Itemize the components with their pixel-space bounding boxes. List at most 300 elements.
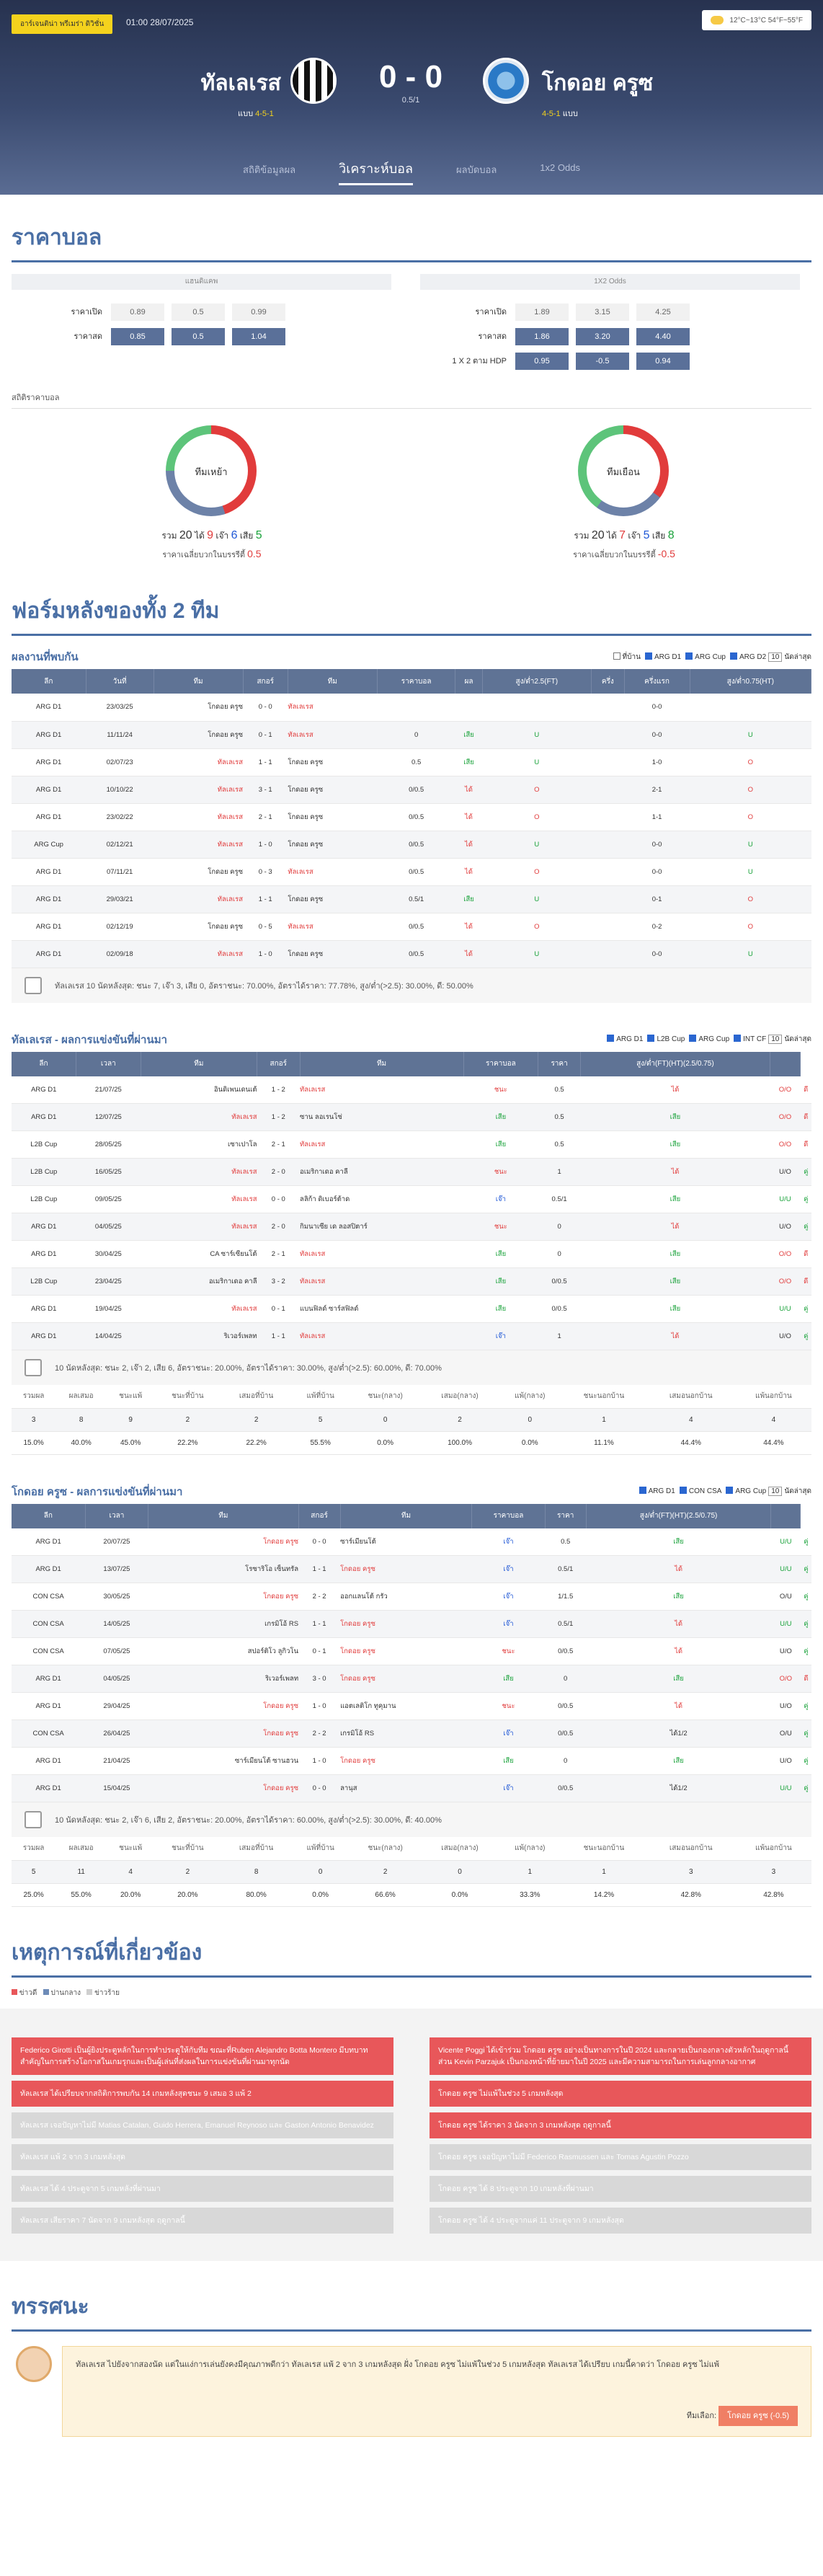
table-cell: โกดอย ครูซ [288, 748, 377, 776]
table-cell: โกดอย ครูซ [288, 940, 377, 968]
table-row[interactable] [12, 940, 811, 968]
table-row[interactable] [12, 1665, 811, 1693]
table-cell [592, 913, 625, 940]
filter-checkbox[interactable] [613, 652, 620, 660]
table-cell: L2B Cup [12, 1159, 76, 1186]
column-header: ทีม [154, 669, 243, 694]
table-cell: 1 [538, 1159, 581, 1186]
table-cell: เจ๊า [472, 1583, 545, 1611]
column-header: ราคา [545, 1504, 586, 1528]
away-recent-summary: 10 นัดหลังสุด: ชนะ 2, เจ๊า 6, เสีย 2, อัตราชนะ: 20.00%, อัตราได้ราคา: 60.00%, สูง/ต่ำ(>2.5): 30.00%, ดี: 40.00% [12, 1802, 811, 1837]
table-cell: ARG D1 [12, 1693, 85, 1720]
table-cell: เจ๊า [463, 1323, 538, 1350]
away-recent-table [12, 1504, 811, 1803]
table-cell: U/O [770, 1213, 800, 1241]
table-cell: คู่ [801, 1186, 811, 1213]
table-row[interactable] [12, 1296, 811, 1323]
home-team-name[interactable]: ทัลเลเรส [200, 71, 281, 95]
opinion-pick: ทีมเลือก: โกดอย ครูซ (-0.5) [687, 2406, 798, 2426]
table-cell: ชนะ [463, 1076, 538, 1104]
table-cell: โกดอย ครูซ [288, 803, 377, 831]
stat-percent: 0.0% [292, 1883, 350, 1906]
table-cell: 02/12/19 [86, 913, 154, 940]
table-cell: CA ซาร์เซียนโต้ [141, 1241, 257, 1268]
table-cell: เสีย [455, 721, 482, 748]
table-row[interactable] [12, 913, 811, 940]
table-cell: ซาน ลอเรนโซ่ [300, 1104, 463, 1131]
table-cell: 21/07/25 [76, 1076, 141, 1104]
column-header: ราคาบอล [377, 669, 455, 694]
table-cell: เสีย [472, 1665, 545, 1693]
hcp-open-line: 0.5 [172, 304, 225, 321]
last-n-select[interactable]: 10 [768, 652, 782, 662]
table-cell: 1 - 1 [257, 1323, 300, 1350]
table-cell: 0 - 0 [257, 1186, 300, 1213]
table-cell [377, 694, 455, 721]
table-row[interactable] [12, 1213, 811, 1241]
table-cell: คู่ [801, 1213, 811, 1241]
stat-value: 0 [422, 1860, 499, 1883]
table-cell: คู่ [801, 1583, 811, 1611]
away-recent-stats [12, 1837, 811, 1907]
table-cell: โกดอย ครูซ [148, 1775, 299, 1802]
table-cell: กิมนาเซีย เด ลอสปิตาร์ [300, 1213, 463, 1241]
h2h-table [12, 669, 811, 968]
table-cell: O/O [770, 1268, 800, 1296]
opinion-title: ทรรศนะ [12, 2294, 89, 2319]
1x2-bar: 1X2 Odds [420, 274, 800, 290]
table-cell: 0/0.5 [377, 940, 455, 968]
table-cell [592, 831, 625, 858]
stat-value: 1 [561, 1860, 646, 1883]
tab-analysis[interactable]: วิเคราะห์บอล [339, 158, 413, 185]
table-cell: 30/05/25 [85, 1583, 148, 1611]
table-cell: ได้ [586, 1611, 770, 1638]
away-recent-block [0, 1455, 823, 1907]
table-cell: U [482, 831, 591, 858]
table-cell: เจ๊า [463, 1186, 538, 1213]
table-row[interactable] [12, 748, 811, 776]
table-cell: 30/04/25 [76, 1241, 141, 1268]
table-cell: เสีย [463, 1131, 538, 1159]
table-cell: ทัลเลเรส [154, 803, 243, 831]
table-row[interactable] [12, 1775, 811, 1802]
table-cell: 2 - 2 [298, 1583, 340, 1611]
table-cell: ARG D1 [12, 1076, 76, 1104]
table-cell [455, 694, 482, 721]
table-cell: ทัลเลเรส [288, 858, 377, 885]
hcp-open-away: 0.99 [232, 304, 285, 321]
table-cell: O [690, 776, 811, 803]
table-cell: 1 - 0 [243, 831, 288, 858]
table-cell: 0.5/1 [545, 1556, 586, 1583]
table-cell: U/U [771, 1556, 801, 1583]
table-cell: 02/12/21 [86, 831, 154, 858]
table-cell: ทัลเลเรส [141, 1159, 257, 1186]
opinion-box [62, 2346, 811, 2437]
stat-header: แพ้(กลาง) [498, 1837, 561, 1860]
stat-value: 5 [12, 1860, 55, 1883]
table-cell: 0.5 [538, 1131, 581, 1159]
table-cell: ARG D1 [12, 748, 86, 776]
table-cell: ARG D1 [12, 1323, 76, 1350]
table-cell: 3 - 1 [243, 776, 288, 803]
stat-header: ชนะแพ้ [107, 1837, 154, 1860]
table-cell: CON CSA [12, 1583, 85, 1611]
table-cell: 0-2 [624, 913, 690, 940]
table-cell: 1-1 [624, 803, 690, 831]
table-row[interactable] [12, 1076, 811, 1104]
table-cell: โกดอย ครูซ [288, 885, 377, 913]
stat-value: 8 [55, 1408, 107, 1431]
table-cell: 0/0.5 [377, 913, 455, 940]
tab-lineup[interactable]: ผลบัดบอล [455, 164, 497, 175]
home-odds-record: รวม 20 ได้ 9 เจ๊า 6 เสีย 5 [161, 529, 262, 541]
table-cell: O [482, 803, 591, 831]
column-header: สูง/ต่ำ(FT)(HT)(2.5/0.75) [581, 1052, 770, 1076]
table-cell: 1 - 0 [298, 1693, 340, 1720]
table-cell: O/O [770, 1104, 800, 1131]
table-cell: เจ๊า [472, 1611, 545, 1638]
divider [12, 2329, 811, 2332]
league-badge[interactable]: อาร์เจนติน่า พรีเมร่า ดิวิชั่น [12, 14, 112, 34]
stat-percent: 0.0% [350, 1431, 422, 1454]
stat-percent: 0.0% [498, 1431, 561, 1454]
table-cell: 14/04/25 [76, 1323, 141, 1350]
table-cell: 2 - 1 [243, 803, 288, 831]
table-cell: U/O [771, 1638, 801, 1665]
table-row[interactable] [12, 1638, 811, 1665]
table-cell: อเมริกาเดอ คาลี [141, 1268, 257, 1296]
table-cell: ได้ [455, 803, 482, 831]
table-cell: O [690, 803, 811, 831]
table-cell: โกดอย ครูซ [154, 694, 243, 721]
table-row[interactable] [12, 1241, 811, 1268]
table-row[interactable] [12, 1131, 811, 1159]
table-row[interactable] [12, 721, 811, 748]
stat-value: 0 [350, 1408, 422, 1431]
event-item: โกดอย ครูซ ได้ราคา 3 นัดจาก 3 เกมหลังสุด ฤดูกาลนี้ [430, 2112, 811, 2138]
table-cell: ซาร์เมียนโต้ [340, 1528, 472, 1556]
table-cell [592, 694, 625, 721]
table-cell: 0 [377, 721, 455, 748]
table-cell: โกดอย ครูซ [154, 913, 243, 940]
stat-header: ชนะนอกบ้าน [561, 1385, 646, 1408]
handicap-bar: แฮนดิแคพ [12, 274, 391, 290]
table-cell: 1 - 0 [298, 1748, 340, 1775]
table-cell: ทัลเลเรส [141, 1213, 257, 1241]
table-cell: คู่ [801, 1323, 811, 1350]
table-cell: เจ๊า [472, 1528, 545, 1556]
table-cell: โกดอย ครูซ [154, 858, 243, 885]
table-cell: สปอร์ติโว ลูกิวโน [148, 1638, 299, 1665]
stat-percent: 20.0% [107, 1883, 154, 1906]
table-cell: เจ๊า [472, 1775, 545, 1802]
stat-header: ชนะที่บ้าน [154, 1385, 221, 1408]
table-row[interactable] [12, 1611, 811, 1638]
table-cell: 0 [538, 1241, 581, 1268]
table-cell: 1 - 1 [298, 1556, 340, 1583]
stat-value: 2 [350, 1860, 422, 1883]
table-row[interactable] [12, 1693, 811, 1720]
table-row[interactable] [12, 831, 811, 858]
table-cell: U/O [770, 1159, 800, 1186]
table-cell: L2B Cup [12, 1186, 76, 1213]
stat-percent: 15.0% [12, 1431, 55, 1454]
table-cell: U/O [770, 1323, 800, 1350]
stat-header: เสมอนอกบ้าน [646, 1385, 736, 1408]
stat-value: 0 [292, 1860, 350, 1883]
table-cell: 1 [538, 1323, 581, 1350]
column-header: ราคา [538, 1052, 581, 1076]
table-cell: โกดอย ครูซ [288, 831, 377, 858]
stat-value: 2 [422, 1408, 499, 1431]
table-cell: 1 - 1 [243, 748, 288, 776]
table-cell: 0.5/1 [545, 1611, 586, 1638]
table-cell: ARG D1 [12, 803, 86, 831]
table-cell: 07/05/25 [85, 1638, 148, 1665]
table-cell: 23/04/25 [76, 1268, 141, 1296]
table-cell: เสีย [455, 885, 482, 913]
events-legend: ข่าวดี ปานกลาง ข่าวร้าย [0, 1978, 823, 2009]
column-header: สกอร์ [243, 669, 288, 694]
table-cell: คู่ [801, 1720, 811, 1748]
table-cell: เสีย [581, 1241, 770, 1268]
table-cell [592, 940, 625, 968]
table-cell: ARG D1 [12, 1241, 76, 1268]
table-row[interactable] [12, 803, 811, 831]
table-cell: ทัลเลเรส [300, 1076, 463, 1104]
table-row[interactable] [12, 1528, 811, 1556]
table-cell: U [690, 831, 811, 858]
odds-stats [12, 391, 811, 585]
stat-value: 2 [154, 1408, 221, 1431]
table-row[interactable] [12, 776, 811, 803]
table-cell: เสีย [455, 748, 482, 776]
event-item: ทัลเลเรส เสียราคา 7 นัดจาก 9 เกมหลังสุด ฤดูกาลนี้ [12, 2208, 393, 2234]
column-header: เวลา [76, 1052, 141, 1076]
hcp-open-home: 0.89 [111, 304, 164, 321]
table-cell: โกดอย ครูซ [340, 1556, 472, 1583]
table-cell: แบนฟิลด์ ซาร์สฟิลด์ [300, 1296, 463, 1323]
stat-percent: 45.0% [107, 1431, 154, 1454]
table-cell: 0/0.5 [377, 776, 455, 803]
table-cell: อเมริกาเดอ คาลี [300, 1159, 463, 1186]
table-cell: เสีย [581, 1186, 770, 1213]
table-row[interactable] [12, 694, 811, 721]
table-cell: 0.5 [545, 1528, 586, 1556]
table-cell: ได้1/2 [586, 1720, 770, 1748]
table-row[interactable] [12, 1583, 811, 1611]
column-header: ราคาบอล [463, 1052, 538, 1076]
event-item: Federico Girotti เป็นผู้ยิงประตูหลักในการทำประตูให้กับทีม ขณะที่Ruben Alejandro Botta Montero มีบทบาทสำคัญในการสร้างโอกาสในเกมรุกและเป็นผู้เล่นที่ส่งผลในการแข่งขันที่ผ่านมาทุกนัด [12, 2037, 393, 2075]
table-cell: เกรมิโอ้ RS [148, 1611, 299, 1638]
column-header: ทีม [340, 1504, 472, 1528]
table-cell: ชนะ [472, 1693, 545, 1720]
h2h-summary: ทัลเลเรส 10 นัดหลังสุด: ชนะ 7, เจ๊า 3, เสีย 0, อัตราชนะ: 70.00%, อัตราได้ราคา: 77.78%, สูง/ต่ำ(>2.5): 30.00%, ดี: 50.00% [12, 968, 811, 1003]
table-cell: 0 - 1 [257, 1296, 300, 1323]
h2h-filters: ที่บ้าน ARG D1 ARG Cup ARG D2 10 นัดล่าสุด [609, 652, 811, 663]
table-cell: ARG D1 [12, 858, 86, 885]
stat-percent: 42.8% [646, 1883, 736, 1906]
table-cell: คู่ [801, 1296, 811, 1323]
table-cell: คู่ [801, 1638, 811, 1665]
table-row[interactable] [12, 885, 811, 913]
stat-header: ชนะ(กลาง) [350, 1837, 422, 1860]
table-cell: ดี [801, 1268, 811, 1296]
weather-box [702, 10, 811, 30]
table-row[interactable] [12, 1268, 811, 1296]
table-cell: ได้ [586, 1693, 770, 1720]
table-cell: 2 - 1 [257, 1241, 300, 1268]
handicap-odds: แฮนดิแคพ ราคาเปิด 0.89 0.5 0.99 ราคาสด 0.85 0.5 1.04 [12, 274, 391, 373]
table-cell: 0 - 1 [243, 721, 288, 748]
stat-header: เสมอที่บ้าน [221, 1385, 291, 1408]
table-cell: 28/05/25 [76, 1131, 141, 1159]
opinion-section [0, 2290, 823, 2447]
table-cell: 0 [545, 1748, 586, 1775]
stat-percent: 20.0% [154, 1883, 221, 1906]
table-cell: ริเวอร์เพลท [141, 1323, 257, 1350]
stat-header: ผลเสมอ [55, 1385, 107, 1408]
stat-percent: 33.3% [498, 1883, 561, 1906]
events-section [0, 1936, 823, 2261]
table-cell: อินดิเพนเดนเต้ [141, 1076, 257, 1104]
table-cell: 2 - 0 [257, 1159, 300, 1186]
table-cell: โกดอย ครูซ [148, 1693, 299, 1720]
table-row[interactable] [12, 1556, 811, 1583]
stat-header: เสมอนอกบ้าน [646, 1837, 736, 1860]
h2h-title: ผลงานที่พบกัน [12, 651, 79, 663]
table-cell: ได้ [581, 1159, 770, 1186]
table-cell: U/U [771, 1528, 801, 1556]
stat-header: แพ้นอกบ้าน [736, 1385, 811, 1408]
table-cell: O [690, 913, 811, 940]
table-cell: ARG D1 [12, 1104, 76, 1131]
table-cell: ทัลเลเรส [154, 885, 243, 913]
table-cell: 2-1 [624, 776, 690, 803]
table-cell: 0/0.5 [545, 1638, 586, 1665]
table-cell: O/O [771, 1665, 801, 1693]
home-avg-odds: ราคาเฉลี่ยบวกในบรรรีตี้ 0.5 [162, 548, 262, 559]
table-cell: U [690, 858, 811, 885]
table-cell: U [482, 748, 591, 776]
table-cell: 0-0 [624, 721, 690, 748]
stat-header: ชนะนอกบ้าน [561, 1837, 646, 1860]
stat-percent: 40.0% [55, 1431, 107, 1454]
table-cell: ซาร์เมียนโต้ ซานฮวน [148, 1748, 299, 1775]
pick-badge[interactable]: โกดอย ครูซ (-0.5) [719, 2406, 798, 2426]
away-odds-record: รวม 20 ได้ 7 เจ๊า 5 เสีย 8 [574, 529, 675, 541]
table-cell: 1 - 1 [243, 885, 288, 913]
event-item: โกดอย ครูซ ไม่แพ้ในช่วง 5 เกมหลังสุด [430, 2081, 811, 2107]
stat-value: 4 [107, 1860, 154, 1883]
table-cell: คู่ [801, 1693, 811, 1720]
table-cell: เซาเปาโล [141, 1131, 257, 1159]
table-cell: เสีย [586, 1665, 770, 1693]
home-donut-label: ทีมเหย้า [195, 466, 228, 477]
stat-value: 4 [736, 1408, 811, 1431]
stat-value: 9 [107, 1408, 154, 1431]
stat-percent: 22.2% [154, 1431, 221, 1454]
event-item: ทัลเลเรส ได้ 4 ประตูจาก 5 เกมหลังที่ผ่านมา [12, 2176, 393, 2202]
table-cell: ทัลเลเรส [288, 721, 377, 748]
stat-percent: 55.0% [55, 1883, 107, 1906]
stat-header: เสมอที่บ้าน [221, 1837, 291, 1860]
table-cell: 0/0.5 [545, 1775, 586, 1802]
stat-percent: 11.1% [561, 1431, 646, 1454]
table-cell: ได้ [455, 913, 482, 940]
home-recent-table [12, 1052, 811, 1351]
table-row[interactable] [12, 1748, 811, 1775]
table-cell: 10/10/22 [86, 776, 154, 803]
table-cell: U/U [770, 1186, 800, 1213]
tab-stats[interactable]: สถิติข้อมูลผล [243, 164, 296, 175]
stat-value: 4 [646, 1408, 736, 1431]
table-cell: ARG D1 [12, 1775, 85, 1802]
stat-value: 2 [221, 1408, 291, 1431]
table-cell: ได้ [581, 1323, 770, 1350]
table-cell: คู่ [801, 1556, 811, 1583]
home-recent-title: ทัลเลเรส - ผลการแข่งขันที่ผ่านมา [12, 1033, 168, 1046]
table-cell: CON CSA [12, 1638, 85, 1665]
table-row[interactable] [12, 1104, 811, 1131]
score: 0 - 0 [378, 59, 443, 94]
table-cell: โกดอย ครูซ [288, 776, 377, 803]
table-cell: เสีย [463, 1241, 538, 1268]
table-cell [592, 748, 625, 776]
table-cell: 13/07/25 [85, 1556, 148, 1583]
table-cell: O [482, 776, 591, 803]
away-team-name[interactable]: โกดอย ครูซ [542, 71, 654, 95]
table-cell: U/O [771, 1693, 801, 1720]
event-item: โกดอย ครูซ ได้ 8 ประตูจาก 10 เกมหลังที่ผ่านมา [430, 2176, 811, 2202]
table-cell: U/O [771, 1748, 801, 1775]
stat-value: 1 [498, 1860, 561, 1883]
events-away-list [430, 2037, 811, 2239]
table-cell: ได้ [581, 1213, 770, 1241]
table-cell: แอตเลติโก ทูคุมาน [340, 1693, 472, 1720]
stat-header: ชนะ(กลาง) [350, 1385, 422, 1408]
match-header [0, 0, 823, 195]
table-cell: คู่ [801, 1528, 811, 1556]
column-header: ทีม [141, 1052, 257, 1076]
table-row[interactable] [12, 1159, 811, 1186]
table-cell: ได้ [586, 1638, 770, 1665]
table-cell: โกดอย ครูซ [148, 1583, 299, 1611]
table-row[interactable] [12, 1720, 811, 1748]
table-cell: 19/04/25 [76, 1296, 141, 1323]
stat-header: ชนะที่บ้าน [154, 1837, 221, 1860]
stat-value: 3 [646, 1860, 736, 1883]
tab-1x2-odds[interactable]: 1x2 Odds [540, 162, 580, 173]
stat-header: รวมผล [12, 1385, 55, 1408]
table-row[interactable] [12, 1186, 811, 1213]
table-cell: ได้1/2 [586, 1775, 770, 1802]
home-crest-icon [290, 58, 337, 104]
column-header: สูง/ต่ำ2.5(FT) [482, 669, 591, 694]
event-item: ทัลเลเรส แพ้ 2 จาก 3 เกมหลังสุด [12, 2144, 393, 2170]
stat-header: เสมอ(กลาง) [422, 1837, 499, 1860]
table-row[interactable] [12, 858, 811, 885]
table-cell: 0/0.5 [538, 1268, 581, 1296]
table-row[interactable] [12, 1323, 811, 1350]
table-cell: เสีย [581, 1268, 770, 1296]
events-title: เหตุการณ์ที่เกี่ยวข้อง [12, 1940, 203, 1965]
table-cell: ARG D1 [12, 1528, 85, 1556]
table-cell: 0/0.5 [377, 858, 455, 885]
opinion-text: ทัลเลเรส ไปยังจากสองนัด แต่ในแง่การเล่นยังคงมีคุณภาพดีกว่า ทัลเลเรส แพ้ 2 จาก 3 เกมหลังสุด ฝั่ง โกดอย ครูซ ไม่แพ้ในช่วง 5 เกมหลังสุด ทัลเลเรส ได้เปรียบ เกมนี้คาดว่า โกดอย ครูซ ไม่แพ้ [76, 2360, 719, 2369]
